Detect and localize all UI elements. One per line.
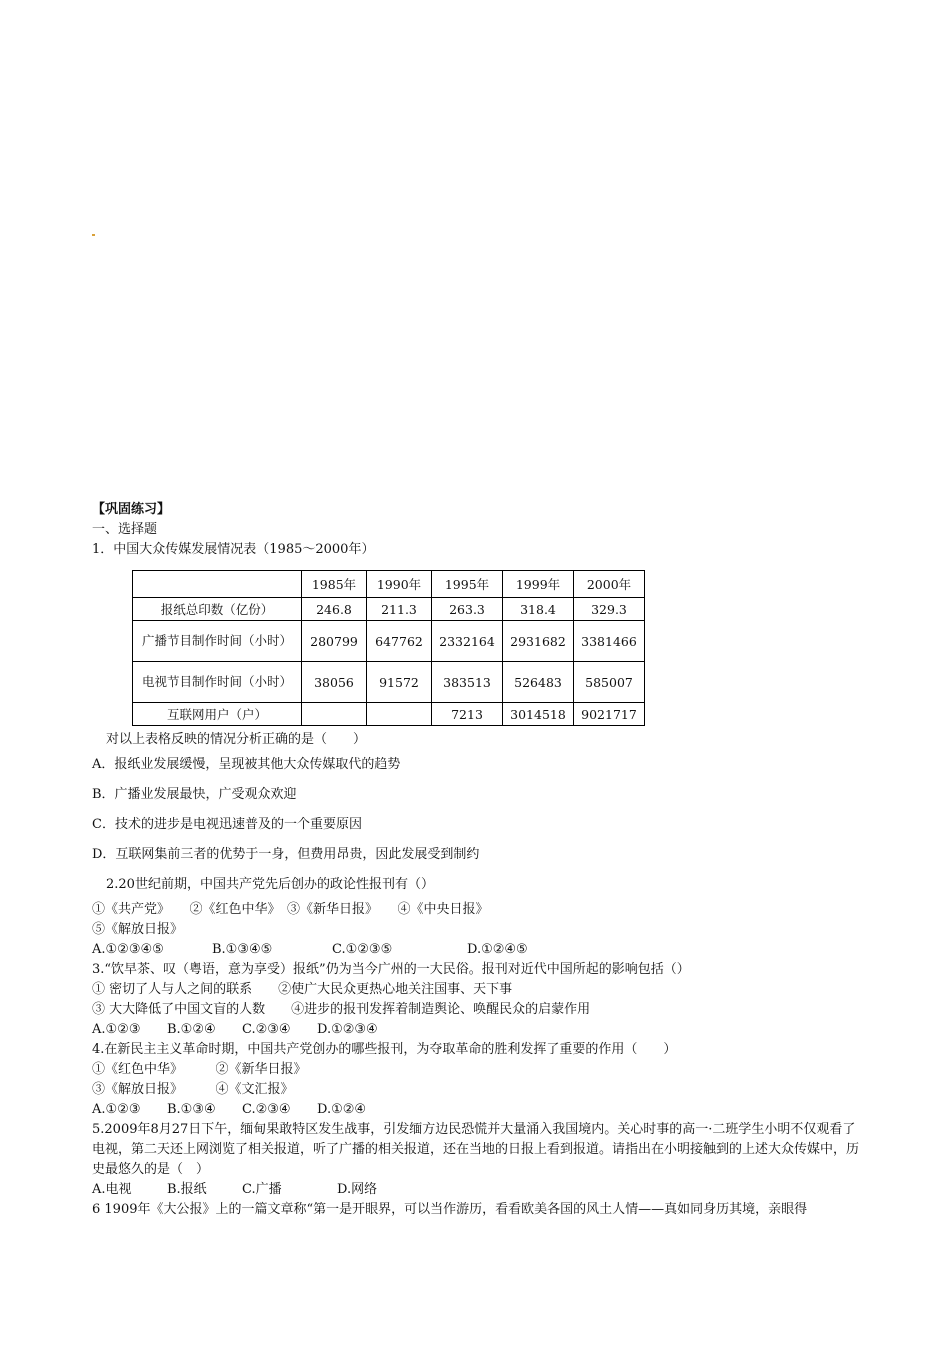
table-cell: 9021717 <box>574 703 645 726</box>
table-cell: 263.3 <box>432 598 503 621</box>
table-cell <box>367 703 432 726</box>
stray-mark <box>92 234 95 236</box>
q6-stem: 6 1909年《大公报》上的一篇文章称“第一是开眼界，可以当作游历，看看欧美各国的风土人情——真如同身历其境，亲眼得 <box>92 1202 808 1217</box>
q3-items-line2: ③ 大大降低了中国文盲的人数 ④进步的报刊发挥着制造舆论、唤醒民众的启蒙作用 <box>92 1002 591 1017</box>
exercise-content <box>92 500 862 1220</box>
q3-choice-c: C.②③④ <box>242 1022 291 1037</box>
q4-choice-a: A.①②③ <box>92 1102 141 1117</box>
table-header-cell: 2000年 <box>574 571 645 598</box>
q5-choice-c: C.广播 <box>242 1182 282 1197</box>
q4-stem: 4.在新民主主义革命时期，中国共产党创办的哪些报刊，为夺取革命的胜利发挥了重要的作用（ ） <box>92 1042 677 1057</box>
table-row-label: 报纸总印数（亿份） <box>133 598 302 621</box>
q2-choice-d: D.①②④⑤ <box>467 942 528 957</box>
table-row <box>133 621 645 662</box>
q3-choices <box>92 1020 862 1040</box>
table-header-cell: 1995年 <box>432 571 503 598</box>
q3-stem: 3.“饮早茶、叹（粤语，意为享受）报纸”仍为当今广州的一大民俗。报刊对近代中国所起的影响包括（） <box>92 962 690 977</box>
section-title: 【巩固练习】 <box>92 502 171 517</box>
q1-option-a: A．报纸业发展缓慢，呈现被其他大众传媒取代的趋势 <box>92 757 401 772</box>
q5-choice-a: A.电视 <box>92 1182 132 1197</box>
table-cell: 91572 <box>367 662 432 703</box>
q1-option-d: D．互联网集前三者的优势于一身，但费用昂贵，因此发展受到制约 <box>92 847 480 862</box>
table-cell: 246.8 <box>302 598 367 621</box>
table-header-cell: 1985年 <box>302 571 367 598</box>
table-cell: 38056 <box>302 662 367 703</box>
table-cell: 2931682 <box>503 621 574 662</box>
q5-choice-b: B.报纸 <box>167 1182 207 1197</box>
table-header-cell: 1999年 <box>503 571 574 598</box>
q4-choice-d: D.①②④ <box>317 1102 367 1117</box>
table-cell: 2332164 <box>432 621 503 662</box>
table-cell: 647762 <box>367 621 432 662</box>
table-row-label: 电视节目制作时间（小时） <box>133 662 302 703</box>
q5-choices <box>92 1180 862 1200</box>
table-cell: 329.3 <box>574 598 645 621</box>
table-row-label: 广播节目制作时间（小时） <box>133 621 302 662</box>
table-row <box>133 598 645 621</box>
q4-choices <box>92 1100 862 1120</box>
table-cell: 3014518 <box>503 703 574 726</box>
q5-choice-d: D.网络 <box>337 1182 378 1197</box>
q2-items-line1: ①《共产党》 ②《红色中华》 ③《新华日报》 ④《中央日报》 <box>92 902 489 917</box>
q4-choice-c: C.②③④ <box>242 1102 291 1117</box>
q1-stem: 对以上表格反映的情况分析正确的是（ ） <box>106 732 367 747</box>
q4-items-line2: ③《解放日报》 ④《文汇报》 <box>92 1082 294 1097</box>
table-cell <box>302 703 367 726</box>
table-cell: 383513 <box>432 662 503 703</box>
q2-choice-b: B.①③④⑤ <box>212 942 273 957</box>
table-row <box>133 703 645 726</box>
table-header-cell <box>133 571 302 598</box>
q2-choice-c: C.①②③⑤ <box>332 942 393 957</box>
table-cell: 3381466 <box>574 621 645 662</box>
q1-option-b: B．广播业发展最快，广受观众欢迎 <box>92 787 297 802</box>
q4-items-line1: ①《红色中华》 ②《新华日报》 <box>92 1062 307 1077</box>
table-cell: 7213 <box>432 703 503 726</box>
table-cell: 280799 <box>302 621 367 662</box>
media-development-table <box>132 570 645 726</box>
table-header-row <box>133 571 645 598</box>
q3-items-line1: ① 密切了人与人之间的联系 ②使广大民众更热心地关注国事、天下事 <box>92 982 513 997</box>
q2-choices <box>92 940 862 960</box>
q3-choice-d: D.①②③④ <box>317 1022 378 1037</box>
q1-title: 1．中国大众传媒发展情况表（1985～2000年） <box>92 542 375 557</box>
q1-option-c: C．技术的进步是电视迅速普及的一个重要原因 <box>92 817 362 832</box>
q2-stem: 2.20世纪前期，中国共产党先后创办的政论性报刊有（） <box>106 877 434 892</box>
table-cell: 318.4 <box>503 598 574 621</box>
table-header-cell: 1990年 <box>367 571 432 598</box>
q5-stem: 5.2009年8月27日下午，缅甸果敢特区发生战事，引发缅方边民恐慌并大量涌入我国境内。关心时事的高一·二班学生小明不仅观看了电视，第二天还上网浏览了相关报道，听了广播的相关报道，还在当地的日报上看到报道。请指出在小明接触到的上述大众传媒中，历史最悠久的是（ ） <box>92 1122 860 1177</box>
table-cell: 211.3 <box>367 598 432 621</box>
q4-choice-b: B.①③④ <box>167 1102 216 1117</box>
q2-items-line2: ⑤《解放日报》 <box>92 922 184 937</box>
q2-choice-a: A.①②③④⑤ <box>92 942 164 957</box>
table-row <box>133 662 645 703</box>
part-heading: 一、选择题 <box>92 522 158 537</box>
q3-choice-a: A.①②③ <box>92 1022 141 1037</box>
table-cell: 526483 <box>503 662 574 703</box>
table-row-label: 互联网用户（户） <box>133 703 302 726</box>
table-cell: 585007 <box>574 662 645 703</box>
q3-choice-b: B.①②④ <box>167 1022 216 1037</box>
